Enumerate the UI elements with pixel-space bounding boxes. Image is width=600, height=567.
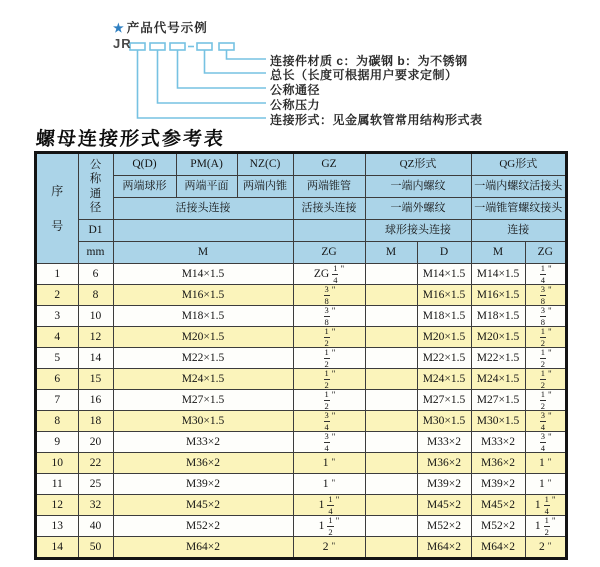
callout-line bbox=[158, 50, 267, 103]
cell-qg-m: M36×2 bbox=[471, 453, 525, 474]
header-qg-m: M bbox=[471, 242, 525, 264]
cell-qz-d: M14×1.5 bbox=[417, 264, 471, 285]
cell-qz-d: M20×1.5 bbox=[417, 327, 471, 348]
cell-qz-d: M16×1.5 bbox=[417, 285, 471, 306]
table-row bbox=[36, 537, 566, 559]
cell-qz-d: M36×2 bbox=[417, 453, 471, 474]
cell-m: M14×1.5 bbox=[113, 264, 293, 285]
table-row bbox=[36, 369, 566, 390]
cell-m: M20×1.5 bbox=[113, 327, 293, 348]
cell-qg-zg: 1 $\frac{1}{2}$ " bbox=[525, 516, 566, 537]
table-body bbox=[36, 264, 566, 559]
cell-gz: $\frac{3}{8}$ " bbox=[293, 306, 365, 327]
cell-mm: 10 bbox=[78, 306, 113, 327]
cell-m: M39×2 bbox=[113, 474, 293, 495]
cell-qz-m bbox=[365, 432, 417, 453]
cell-qg-zg: $\frac{1}{2}$ " bbox=[525, 369, 566, 390]
inch-fraction: $\frac{1}{2}$ bbox=[540, 347, 546, 369]
inch-fraction: $\frac{1}{2}$ bbox=[540, 326, 546, 348]
cell-qg-m: M20×1.5 bbox=[471, 327, 525, 348]
cell-qz-m bbox=[365, 390, 417, 411]
table-row bbox=[36, 264, 566, 285]
star-icon: ★ bbox=[113, 21, 125, 35]
cell-gz: $\frac{3}{4}$ " bbox=[293, 432, 365, 453]
header-m-metric: M bbox=[113, 242, 293, 264]
cell-mm: 6 bbox=[78, 264, 113, 285]
cell-mm: 8 bbox=[78, 285, 113, 306]
cell-qz-d: M39×2 bbox=[417, 474, 471, 495]
cell-seq: 5 bbox=[36, 348, 78, 369]
table-row bbox=[36, 306, 566, 327]
table-row bbox=[36, 348, 566, 369]
cell-qg-zg: $\frac{3}{8}$ " bbox=[525, 285, 566, 306]
cell-qg-zg: $\frac{1}{2}$ " bbox=[525, 348, 566, 369]
cell-seq: 3 bbox=[36, 306, 78, 327]
cell-qg-zg: $\frac{1}{4}$ " bbox=[525, 264, 566, 285]
cell-mm: 15 bbox=[78, 369, 113, 390]
cell-qz-m bbox=[365, 348, 417, 369]
cell-qg-m: M22×1.5 bbox=[471, 348, 525, 369]
cell-gz: ZG $\frac{1}{4}$ " bbox=[293, 264, 365, 285]
diagram-label-pressure: 公称压力 bbox=[270, 98, 321, 112]
cell-qz-m bbox=[365, 516, 417, 537]
cell-qg-zg: 2 " bbox=[525, 537, 566, 559]
cell-seq: 2 bbox=[36, 285, 78, 306]
cell-mm: 14 bbox=[78, 348, 113, 369]
diagram-label-material: 连接件材质 c：为碳钢 b：为不锈钢 bbox=[270, 54, 468, 68]
cell-qg-zg: $\frac{1}{2}$ " bbox=[525, 327, 566, 348]
cell-qg-m: M64×2 bbox=[471, 537, 525, 559]
header-qz-m: M bbox=[365, 242, 417, 264]
header-qz-d: D bbox=[417, 242, 471, 264]
cell-gz: 1 $\frac{1}{4}$ " bbox=[293, 495, 365, 516]
cell-qg-m: M14×1.5 bbox=[471, 264, 525, 285]
cell-qg-m: M16×1.5 bbox=[471, 285, 525, 306]
cell-qz-d: M64×2 bbox=[417, 537, 471, 559]
callout-line bbox=[178, 50, 267, 88]
header-qg-sub1: 一端内螺纹活接头 bbox=[471, 176, 566, 198]
cell-qg-zg: $\frac{3}{4}$ " bbox=[525, 432, 566, 453]
cell-gz: 1 $\frac{1}{2}$ " bbox=[293, 516, 365, 537]
header-gz: GZ bbox=[293, 153, 365, 176]
cell-gz: $\frac{1}{2}$ " bbox=[293, 348, 365, 369]
table-row bbox=[36, 495, 566, 516]
code-box bbox=[219, 43, 234, 50]
table-row bbox=[36, 411, 566, 432]
product-code-heading-text: 产品代号示例 bbox=[126, 21, 208, 35]
cell-seq: 12 bbox=[36, 495, 78, 516]
cell-qg-m: M33×2 bbox=[471, 432, 525, 453]
header-mm: mm bbox=[78, 242, 113, 264]
cell-mm: 32 bbox=[78, 495, 113, 516]
table-row bbox=[36, 432, 566, 453]
code-prefix: JR bbox=[113, 36, 132, 51]
cell-qz-d: M24×1.5 bbox=[417, 369, 471, 390]
diagram-label-length: 总长（长度可根据用户要求定制） bbox=[270, 68, 458, 82]
diagram-label-connection: 连接形式：见金属软管常用结构形式表 bbox=[270, 113, 483, 127]
cell-qg-zg: 1 $\frac{1}{4}$ " bbox=[525, 495, 566, 516]
cell-m: M52×2 bbox=[113, 516, 293, 537]
cell-mm: 40 bbox=[78, 516, 113, 537]
cell-qg-m: M24×1.5 bbox=[471, 369, 525, 390]
cell-m: M36×2 bbox=[113, 453, 293, 474]
cell-seq: 6 bbox=[36, 369, 78, 390]
cell-qz-d: M27×1.5 bbox=[417, 390, 471, 411]
inch-fraction: $\frac{3}{8}$ bbox=[540, 305, 546, 327]
header-d1: D1 bbox=[78, 220, 113, 242]
cell-mm: 20 bbox=[78, 432, 113, 453]
cell-m: M45×2 bbox=[113, 495, 293, 516]
inch-fraction: $\frac{3}{4}$ bbox=[540, 431, 546, 453]
cell-seq: 14 bbox=[36, 537, 78, 559]
cell-seq: 1 bbox=[36, 264, 78, 285]
table-row bbox=[36, 453, 566, 474]
cell-mm: 50 bbox=[78, 537, 113, 559]
cell-qz-m bbox=[365, 537, 417, 559]
reference-table bbox=[35, 152, 567, 559]
cell-m: M16×1.5 bbox=[113, 285, 293, 306]
cell-gz: 1 " bbox=[293, 474, 365, 495]
cell-gz: $\frac{1}{2}$ " bbox=[293, 390, 365, 411]
code-box bbox=[197, 43, 212, 50]
code-box bbox=[170, 43, 185, 50]
cell-qz-d: M30×1.5 bbox=[417, 411, 471, 432]
header-empty-left bbox=[113, 220, 293, 242]
cell-qg-zg: $\frac{1}{2}$ " bbox=[525, 390, 566, 411]
inch-fraction: $\frac{1}{2}$ bbox=[540, 368, 546, 390]
product-code-heading bbox=[113, 18, 208, 36]
cell-gz: $\frac{3}{8}$ " bbox=[293, 285, 365, 306]
header-nominal: 公称通径 bbox=[78, 153, 113, 220]
header-nz-sub: 两端内锥 bbox=[237, 176, 293, 198]
cell-seq: 8 bbox=[36, 411, 78, 432]
cell-qg-m: M27×1.5 bbox=[471, 390, 525, 411]
cell-m: M22×1.5 bbox=[113, 348, 293, 369]
cell-qz-m bbox=[365, 474, 417, 495]
header-qz: QZ形式 bbox=[365, 153, 471, 176]
inch-fraction: $\frac{3}{8}$ bbox=[324, 284, 329, 306]
header-qg: QG形式 bbox=[471, 153, 566, 176]
cell-qz-m bbox=[365, 264, 417, 285]
header-qg-connection: 连接 bbox=[471, 220, 566, 242]
cell-seq: 10 bbox=[36, 453, 78, 474]
header-qz-connection: 球形接头连接 bbox=[365, 220, 471, 242]
cell-qg-zg: $\frac{3}{8}$ " bbox=[525, 306, 566, 327]
inch-fraction: $\frac{1}{4}$ bbox=[544, 494, 549, 516]
cell-qg-m: M39×2 bbox=[471, 474, 525, 495]
inch-fraction: $\frac{3}{4}$ bbox=[540, 410, 546, 432]
inch-fraction: $\frac{1}{2}$ bbox=[324, 326, 329, 348]
cell-qg-zg: $\frac{3}{4}$ " bbox=[525, 411, 566, 432]
cell-mm: 22 bbox=[78, 453, 113, 474]
cell-m: M64×2 bbox=[113, 537, 293, 559]
cell-qg-m: M45×2 bbox=[471, 495, 525, 516]
header-gz-connection: 活接头连接 bbox=[293, 198, 365, 220]
header-q: Q(D) bbox=[113, 153, 176, 176]
cell-qz-m bbox=[365, 369, 417, 390]
inch-fraction: $\frac{1}{4}$ bbox=[540, 263, 546, 285]
header-union-connection: 活接头连接 bbox=[113, 198, 293, 220]
cell-qz-m bbox=[365, 327, 417, 348]
inch-fraction: $\frac{1}{2}$ bbox=[544, 515, 549, 537]
cell-gz: 1 " bbox=[293, 453, 365, 474]
cell-qz-d: M18×1.5 bbox=[417, 306, 471, 327]
cell-qz-m bbox=[365, 285, 417, 306]
table-header bbox=[36, 153, 566, 264]
inch-fraction: $\frac{1}{2}$ bbox=[324, 347, 329, 369]
table-row bbox=[36, 516, 566, 537]
cell-m: M18×1.5 bbox=[113, 306, 293, 327]
cell-qz-d: M45×2 bbox=[417, 495, 471, 516]
inch-fraction: $\frac{1}{2}$ bbox=[324, 368, 329, 390]
cell-gz: $\frac{1}{2}$ " bbox=[293, 327, 365, 348]
cell-gz: 2 " bbox=[293, 537, 365, 559]
cell-mm: 25 bbox=[78, 474, 113, 495]
cell-qg-m: M18×1.5 bbox=[471, 306, 525, 327]
cell-gz: $\frac{3}{4}$ " bbox=[293, 411, 365, 432]
cell-m: M33×2 bbox=[113, 432, 293, 453]
cell-mm: 16 bbox=[78, 390, 113, 411]
cell-qg-m: M30×1.5 bbox=[471, 411, 525, 432]
header-empty-gz bbox=[293, 220, 365, 242]
inch-fraction: $\frac{1}{2}$ bbox=[328, 515, 333, 537]
diagram-label-diameter: 公称通径 bbox=[270, 83, 321, 97]
code-box bbox=[130, 43, 145, 50]
header-qg-zg: ZG bbox=[525, 242, 566, 264]
cell-qz-m bbox=[365, 411, 417, 432]
cell-qg-zg: 1 " bbox=[525, 474, 566, 495]
callout-line bbox=[205, 50, 267, 73]
table-title: 螺母连接形式参考表 bbox=[35, 129, 226, 150]
cell-m: M30×1.5 bbox=[113, 411, 293, 432]
table-row bbox=[36, 390, 566, 411]
header-qg-sub2: 一端锥管螺纹接头 bbox=[471, 198, 566, 220]
cell-seq: 11 bbox=[36, 474, 78, 495]
header-pm-sub: 两端平面 bbox=[176, 176, 237, 198]
cell-qz-d: M52×2 bbox=[417, 516, 471, 537]
code-box bbox=[150, 43, 165, 50]
header-pm: PM(A) bbox=[176, 153, 237, 176]
cell-mm: 18 bbox=[78, 411, 113, 432]
cell-m: M27×1.5 bbox=[113, 390, 293, 411]
header-nz: NZ(C) bbox=[237, 153, 293, 176]
inch-fraction: $\frac{1}{2}$ bbox=[324, 389, 329, 411]
table-row bbox=[36, 474, 566, 495]
inch-fraction: $\frac{1}{2}$ bbox=[540, 389, 546, 411]
callout-line bbox=[227, 50, 267, 59]
cell-seq: 4 bbox=[36, 327, 78, 348]
cell-seq: 13 bbox=[36, 516, 78, 537]
header-seq: 序号 bbox=[36, 153, 78, 264]
cell-qz-m bbox=[365, 306, 417, 327]
header-qz-sub1: 一端内螺纹 bbox=[365, 176, 471, 198]
cell-seq: 9 bbox=[36, 432, 78, 453]
inch-fraction: $\frac{3}{4}$ bbox=[324, 410, 329, 432]
cell-gz: $\frac{1}{2}$ " bbox=[293, 369, 365, 390]
inch-fraction: $\frac{3}{8}$ bbox=[324, 305, 329, 327]
header-qz-sub2: 一端外螺纹 bbox=[365, 198, 471, 220]
cell-qz-m bbox=[365, 495, 417, 516]
cell-qg-m: M52×2 bbox=[471, 516, 525, 537]
cell-m: M24×1.5 bbox=[113, 369, 293, 390]
header-q-sub: 两端球形 bbox=[113, 176, 176, 198]
inch-fraction: $\frac{1}{4}$ bbox=[333, 263, 338, 285]
cell-mm: 12 bbox=[78, 327, 113, 348]
inch-fraction: $\frac{3}{4}$ bbox=[324, 431, 329, 453]
inch-fraction: $\frac{1}{4}$ bbox=[328, 494, 333, 516]
cell-qz-d: M22×1.5 bbox=[417, 348, 471, 369]
cell-qz-m bbox=[365, 453, 417, 474]
table-row bbox=[36, 285, 566, 306]
header-gz-zg: ZG bbox=[293, 242, 365, 264]
table-row bbox=[36, 327, 566, 348]
header-gz-sub: 两端锥管 bbox=[293, 176, 365, 198]
cell-seq: 7 bbox=[36, 390, 78, 411]
inch-fraction: $\frac{3}{8}$ bbox=[540, 284, 546, 306]
cell-qg-zg: 1 " bbox=[525, 453, 566, 474]
cell-qz-d: M33×2 bbox=[417, 432, 471, 453]
